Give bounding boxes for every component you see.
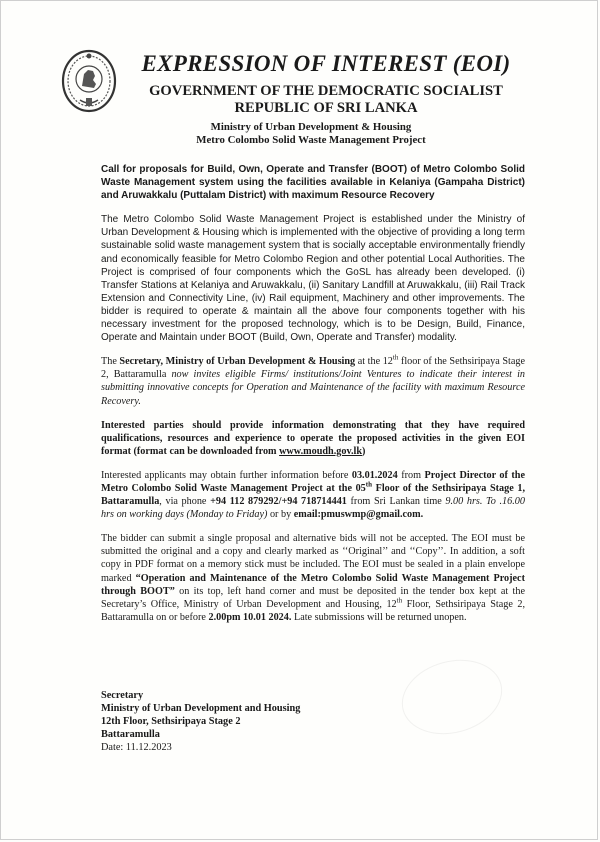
issuer-block (101, 121, 521, 147)
submission-deadline: 2.00pm 10.01 2024. (208, 611, 292, 623)
project-name: Metro Colombo Solid Waste Management Project (196, 134, 426, 146)
ministry-name: Ministry of Urban Development & Housing (210, 121, 412, 133)
signatory-city: Battaramulla (101, 729, 160, 741)
sri-lanka-emblem-icon (60, 48, 118, 114)
document-title: EXPRESSION OF INTEREST (EOI) (141, 51, 511, 76)
faint-stamp-mark (393, 649, 510, 745)
signatory-floor: 12th Floor, Sethsiripaya Stage 2 (101, 716, 241, 728)
government-line-1: GOVERNMENT OF THE DEMOCRATIC SOCIALIST (149, 83, 503, 99)
document-header (121, 51, 531, 116)
document-body (101, 163, 525, 635)
government-line-2: REPUBLIC OF SRI LANKA (234, 100, 418, 116)
phone-number: +94 112 879292/+94 718714441 (210, 496, 347, 508)
signatory-ministry: Ministry of Urban Development and Housing (101, 703, 301, 715)
submission-paragraph: The bidder can submit a single proposal and alternative bids will not be accepted. The EOI must be submitted the original and a copy and clearly marked as ‘‘Original’’ and ‘‘Copy’’. In addition, a soft copy in PDF format on a memory stick must be included. The EOI must be sealed in a plain envelope marked “Operation and Maintenance of the Metro Colombo Solid Waste Management Project through BOOT” on its top, left hand corner and must be deposited in the tender box kept at the Secretary’s Office, Ministry of Urban Development and Housing, 12th Floor, Sethsiripaya Stage 2, Battaramulla on or before 2.00pm 10.01 2024. Late submissions will be returned unopen. (101, 533, 525, 623)
interested-parties-paragraph: Interested parties should provide information demonstrating that they have required qualifications, resources and experience to operate the proposed activities in the given EOI format (format can be downloaded from www.moudh.gov.lk) (101, 419, 525, 457)
document-date: Date: 11.12.2023 (101, 742, 172, 754)
secretary-paragraph: The Secretary, Ministry of Urban Development & Housing at the 12th floor of the Sethsiripaya Stage 2, Battaramulla now invites eligible Firms/ institutions/Joint Ventures to indicate their interest in submitting innovative concepts for Operation and Maintenance of the facility with maximum Resource Recovery. (101, 353, 525, 407)
download-link[interactable]: www.moudh.gov.lk (279, 445, 363, 457)
contact-email[interactable]: email:pmuswmp@gmail.com. (293, 509, 424, 521)
further-info-paragraph: Interested applicants may obtain further information before 03.01.2024 from Project Director of the Metro Colombo Solid Waste Management Project at the 05th Floor of the Sethsiripaya Stage 1, Battaramulla, via phone +94 112 879292/+94 718714441 from Sri Lankan time 9.00 hrs. To .16.00 hrs on working days (Monday to Friday) or by email:pmuswmp@gmail.com. (101, 469, 525, 521)
signature-block (101, 689, 300, 754)
call-for-proposals: Call for proposals for Build, Own, Operate and Transfer (BOOT) of Metro Colombo Solid Waste Management system using the facilities available in Kelaniya (Gampaha District) and Aruwakkalu (Puttalam District) with maximum Resource Recovery (101, 164, 525, 202)
signatory-title: Secretary (101, 690, 144, 701)
intro-paragraph: The Metro Colombo Solid Waste Management Project is established under the Ministry of Urban Development & Housing which is implemented with the objective of providing a long term sustainable solid waste management system that is socially acceptable environmentally friendly and economically feasible for Metro Colombo Region and other potential Local Authorities. The Project is comprised of four components which the GoSL has already been developed. (i) Transfer Stations at Kelaniya and Aruwakkalu, (ii) Sanitary Landfill at Aruwakkalu, (iii) Rail Track Extension and Connectivity Line, (iv) Rail equipment, Machinery and other improvements. The bidder is required to operate & maintain all the above four components together with his necessary investment for the proposed technology, which is to be Design, Build, Finance, Operate and Maintain under BOOT (Build, Own, Operate and Transfer) modality. (101, 214, 525, 344)
